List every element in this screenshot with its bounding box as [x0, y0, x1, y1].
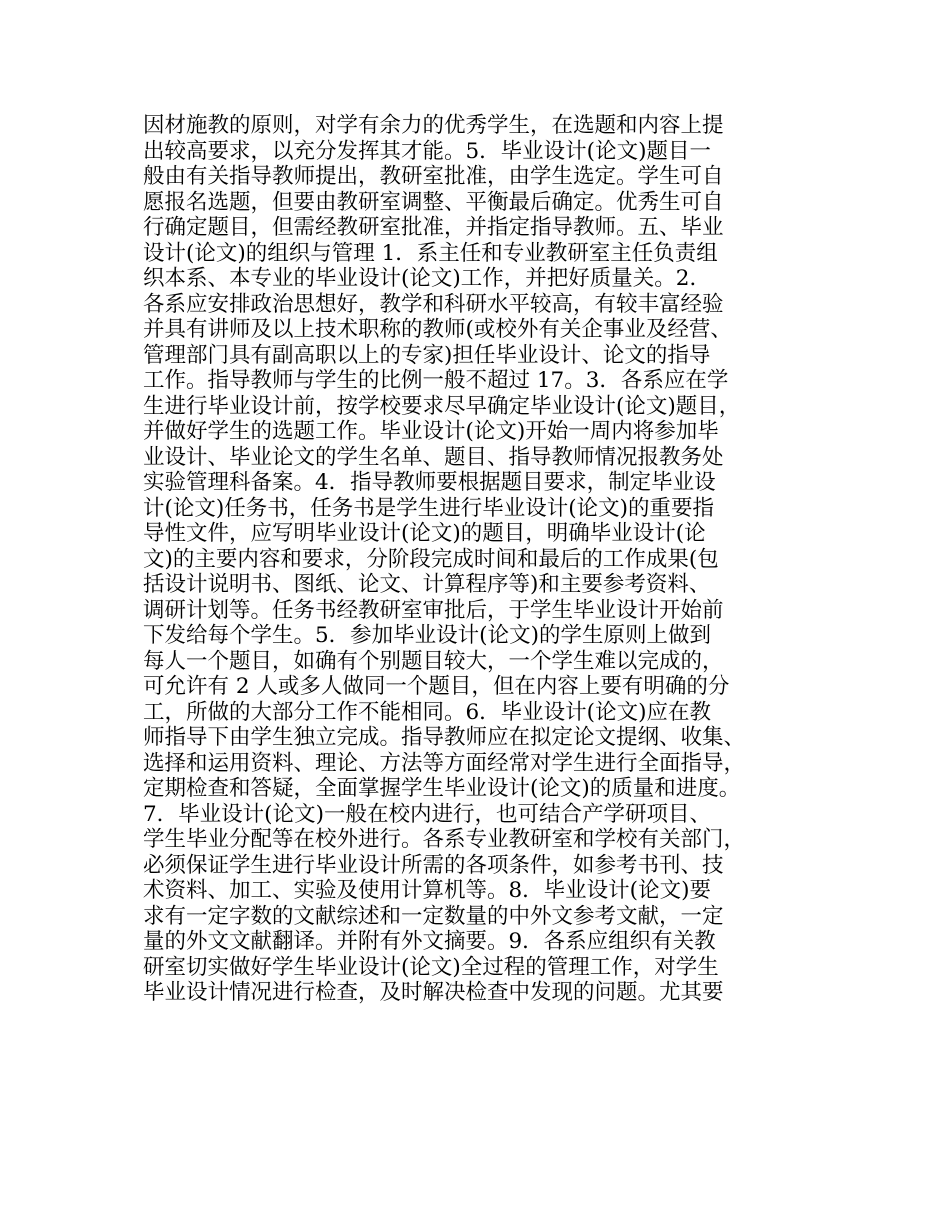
text-line: 定期检查和答疑，全面掌握学生毕业设计(论文)的质量和进度。 [143, 776, 741, 801]
text-line: 业设计、毕业论文的学生名单、题目、指导教师情况报教务处 [143, 444, 724, 470]
text-line: 行确定题目，但需经教研室批准，并指定指导教师。五、毕业 [143, 215, 724, 240]
text-line: 术资料、加工、实验及使用计算机等。8．毕业设计(论文)要 [143, 878, 711, 903]
text-line: 选择和运用资料、理论、方法等方面经常对学生进行全面指导， [143, 750, 746, 776]
text-line: 导性文件，应写明毕业设计(论文)的题目，明确毕业设计(论 [143, 521, 706, 546]
text-line: 并做好学生的选题工作。毕业设计(论文)开始一周内将参加毕 [143, 419, 719, 444]
text-line: 量的外文文献翻译。并附有外文摘要。9．各系应组织有关教 [143, 929, 716, 954]
text-line: 7．毕业设计(论文)一般在校内进行，也可结合产学研项目、 [143, 801, 711, 827]
text-line: 愿报名选题，但要由教研室调整、平衡最后确定。优秀生可自 [143, 189, 724, 215]
text-line: 每人一个题目，如确有个别题目较大，一个学生难以完成的， [143, 648, 724, 674]
text-line: 求有一定字数的文献综述和一定数量的中外文参考文献，一定 [143, 903, 724, 929]
text-line: 研室切实做好学生毕业设计(论文)全过程的管理工作，对学生 [143, 954, 719, 980]
text-line: 文)的主要内容和要求，分阶段完成时间和最后的工作成果(包 [143, 546, 719, 572]
text-line: 调研计划等。任务书经教研室审批后，于学生毕业设计开始前 [143, 597, 724, 623]
text-line: 可允许有 2 人或多人做同一个题目，但在内容上要有明确的分 [143, 674, 730, 699]
text-line: 必须保证学生进行毕业设计所需的各项条件，如参考书刊、技 [143, 852, 724, 878]
text-line: 般由有关指导教师提出，教研室批准，由学生选定。学生可自 [143, 164, 724, 189]
text-line: 工作。指导教师与学生的比例一般不超过 17。3．各系应在学 [143, 368, 729, 393]
text-line: 并具有讲师及以上技术职称的教师(或校外有关企事业及经营、 [143, 317, 732, 342]
text-line: 师指导下由学生独立完成。指导教师应在拟定论文提纲、收集、 [143, 725, 746, 750]
text-line: 毕业设计情况进行检查，及时解决检查中发现的问题。尤其要 [143, 980, 724, 1005]
text-line: 工，所做的大部分工作不能相同。6．毕业设计(论文)应在教 [143, 699, 711, 725]
text-line: 因材施教的原则，对学有余力的优秀学生，在选题和内容上提 [143, 113, 724, 138]
text-line: 计(论文)任务书，任务书是学生进行毕业设计(论文)的重要指 [143, 495, 715, 521]
text-line: 设计(论文)的组织与管理 1．系主任和专业教研室主任负责组 [143, 240, 718, 266]
text-line: 各系应安排政治思想好，教学和科研水平较高，有较丰富经验 [143, 291, 724, 317]
text-line: 管理部门具有副高职以上的专家)担任毕业设计、论文的指导 [143, 342, 711, 368]
text-line: 出较高要求，以充分发挥其才能。5．毕业设计(论文)题目一 [143, 138, 711, 164]
text-line: 织本系、本专业的毕业设计(论文)工作，并把好质量关。2． [143, 266, 711, 291]
text-line: 括设计说明书、图纸、论文、计算程序等)和主要参考资料、 [143, 572, 711, 597]
text-line: 实验管理科备案。4．指导教师要根据题目要求，制定毕业设 [143, 470, 716, 495]
text-line: 学生毕业分配等在校外进行。各系专业教研室和学校有关部门， [143, 827, 746, 852]
body-text [143, 113, 843, 1006]
text-line: 生进行毕业设计前，按学校要求尽早确定毕业设计(论文)题目， [143, 393, 741, 419]
text-line: 下发给每个学生。5．参加毕业设计(论文)的学生原则上做到 [143, 623, 711, 648]
